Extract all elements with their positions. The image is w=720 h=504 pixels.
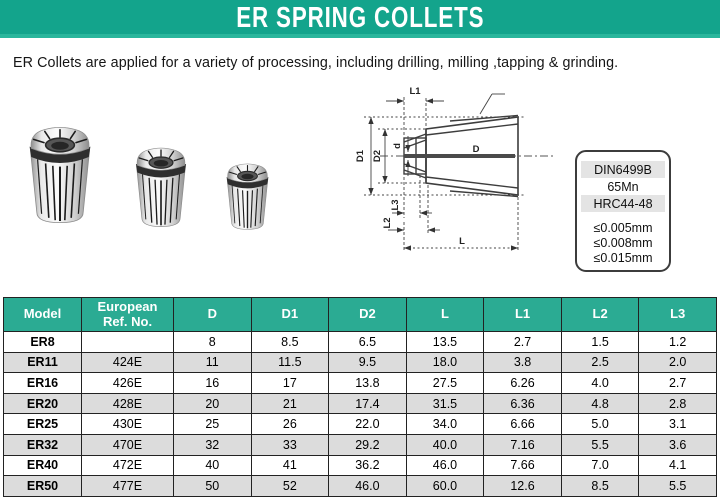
collet-dimension-drawing — [352, 84, 568, 296]
dim-label-bore-d: D — [472, 144, 480, 155]
value-cell: 32 — [174, 434, 252, 455]
table-body — [4, 332, 717, 497]
column-header: D — [174, 298, 252, 332]
value-cell: 11 — [174, 352, 252, 373]
model-cell: ER8 — [4, 332, 82, 353]
dim-label-l1: L1 — [409, 86, 421, 97]
model-cell: ER25 — [4, 414, 82, 435]
description-text: ER Collets are applied for a variety of processing, including drilling, milling ,tapping & grinding. — [13, 55, 619, 71]
table-head — [4, 298, 717, 332]
value-cell: 52 — [251, 476, 329, 497]
value-cell: 13.8 — [329, 373, 407, 394]
product-photos — [18, 108, 310, 244]
ref-no-cell: 426E — [82, 373, 174, 394]
table-row — [4, 332, 717, 353]
value-cell: 50 — [174, 476, 252, 497]
spec-row: HRC44-48 — [581, 195, 665, 212]
table-row — [4, 373, 717, 394]
dim-label-d1: D1 — [355, 149, 366, 163]
value-cell: 2.5 — [561, 352, 639, 373]
value-cell: 33 — [251, 434, 329, 455]
dim-label-d: d — [392, 143, 403, 149]
ref-no-cell: 424E — [82, 352, 174, 373]
value-cell: 40 — [174, 455, 252, 476]
value-cell: 6.26 — [484, 373, 562, 394]
tolerance-row: ≤0.008mm — [593, 235, 653, 250]
model-cell: ER11 — [4, 352, 82, 373]
value-cell: 27.5 — [406, 373, 484, 394]
value-cell: 17.4 — [329, 393, 407, 414]
column-header: European Ref. No. — [82, 298, 174, 332]
table-row — [4, 476, 717, 497]
value-cell: 1.5 — [561, 332, 639, 353]
value-cell: 31.5 — [406, 393, 484, 414]
value-cell: 8 — [174, 332, 252, 353]
model-cell: ER32 — [4, 434, 82, 455]
value-cell: 16 — [174, 373, 252, 394]
value-cell: 18.0 — [406, 352, 484, 373]
ref-no-cell: 477E — [82, 476, 174, 497]
ref-no-cell — [82, 332, 174, 353]
value-cell: 13.5 — [406, 332, 484, 353]
value-cell: 4.1 — [639, 455, 717, 476]
value-cell: 60.0 — [406, 476, 484, 497]
value-cell: 25 — [174, 414, 252, 435]
value-cell: 2.8 — [639, 393, 717, 414]
ref-no-cell: 428E — [82, 393, 174, 414]
value-cell: 8.5 — [251, 332, 329, 353]
value-cell: 41 — [251, 455, 329, 476]
value-cell: 4.0 — [561, 373, 639, 394]
technical-diagram — [352, 84, 568, 296]
column-header: L3 — [639, 298, 717, 332]
column-header: D2 — [329, 298, 407, 332]
collets-photo-illustration — [18, 108, 310, 244]
dim-label-l2: L2 — [382, 217, 393, 229]
model-cell: ER40 — [4, 455, 82, 476]
value-cell: 46.0 — [406, 455, 484, 476]
value-cell: 40.0 — [406, 434, 484, 455]
spec-row: 65Mn — [607, 179, 639, 194]
model-cell: ER50 — [4, 476, 82, 497]
table-row — [4, 393, 717, 414]
value-cell: 6.5 — [329, 332, 407, 353]
spec-row: DIN6499B — [581, 161, 665, 178]
spec-rows — [577, 161, 669, 212]
collet-photo-large — [30, 127, 91, 222]
value-cell: 46.0 — [329, 476, 407, 497]
value-cell: 6.36 — [484, 393, 562, 414]
value-cell: 20 — [174, 393, 252, 414]
page-title: ER SPRING COLLETS — [235, 0, 485, 34]
column-header: L1 — [484, 298, 562, 332]
value-cell: 6.66 — [484, 414, 562, 435]
value-cell: 29.2 — [329, 434, 407, 455]
ref-no-cell: 472E — [82, 455, 174, 476]
collet-photo-small — [227, 164, 269, 229]
collet-photo-medium — [136, 148, 186, 227]
value-cell: 17 — [251, 373, 329, 394]
value-cell: 2.7 — [639, 373, 717, 394]
value-cell: 3.8 — [484, 352, 562, 373]
value-cell: 11.5 — [251, 352, 329, 373]
ref-no-cell: 470E — [82, 434, 174, 455]
value-cell: 5.5 — [561, 434, 639, 455]
dim-label-l3: L3 — [390, 199, 401, 211]
ref-no-cell: 430E — [82, 414, 174, 435]
table-row — [4, 434, 717, 455]
spec-table — [3, 297, 717, 497]
value-cell: 34.0 — [406, 414, 484, 435]
value-cell: 3.6 — [639, 434, 717, 455]
spec-box — [575, 150, 671, 272]
table-row — [4, 352, 717, 373]
value-cell: 5.0 — [561, 414, 639, 435]
column-header: Model — [4, 298, 82, 332]
column-header: D1 — [251, 298, 329, 332]
value-cell: 7.66 — [484, 455, 562, 476]
table-row — [4, 455, 717, 476]
column-header: L — [406, 298, 484, 332]
dim-label-l: L — [459, 236, 465, 247]
dim-label-d2: D2 — [372, 149, 383, 163]
tolerance-row: ≤0.005mm — [593, 220, 653, 235]
value-cell: 26 — [251, 414, 329, 435]
tolerance-rows — [577, 220, 669, 265]
value-cell: 5.5 — [639, 476, 717, 497]
value-cell: 21 — [251, 393, 329, 414]
value-cell: 22.0 — [329, 414, 407, 435]
value-cell: 12.6 — [484, 476, 562, 497]
table-row — [4, 414, 717, 435]
value-cell: 2.0 — [639, 352, 717, 373]
value-cell: 1.2 — [639, 332, 717, 353]
value-cell: 2.7 — [484, 332, 562, 353]
value-cell: 7.0 — [561, 455, 639, 476]
title-banner — [0, 0, 720, 38]
value-cell: 36.2 — [329, 455, 407, 476]
tolerance-row: ≤0.015mm — [593, 250, 653, 265]
value-cell: 7.16 — [484, 434, 562, 455]
model-cell: ER16 — [4, 373, 82, 394]
value-cell: 8.5 — [561, 476, 639, 497]
model-cell: ER20 — [4, 393, 82, 414]
value-cell: 4.8 — [561, 393, 639, 414]
value-cell: 9.5 — [329, 352, 407, 373]
table-header-row — [4, 298, 717, 332]
value-cell: 3.1 — [639, 414, 717, 435]
column-header: L2 — [561, 298, 639, 332]
